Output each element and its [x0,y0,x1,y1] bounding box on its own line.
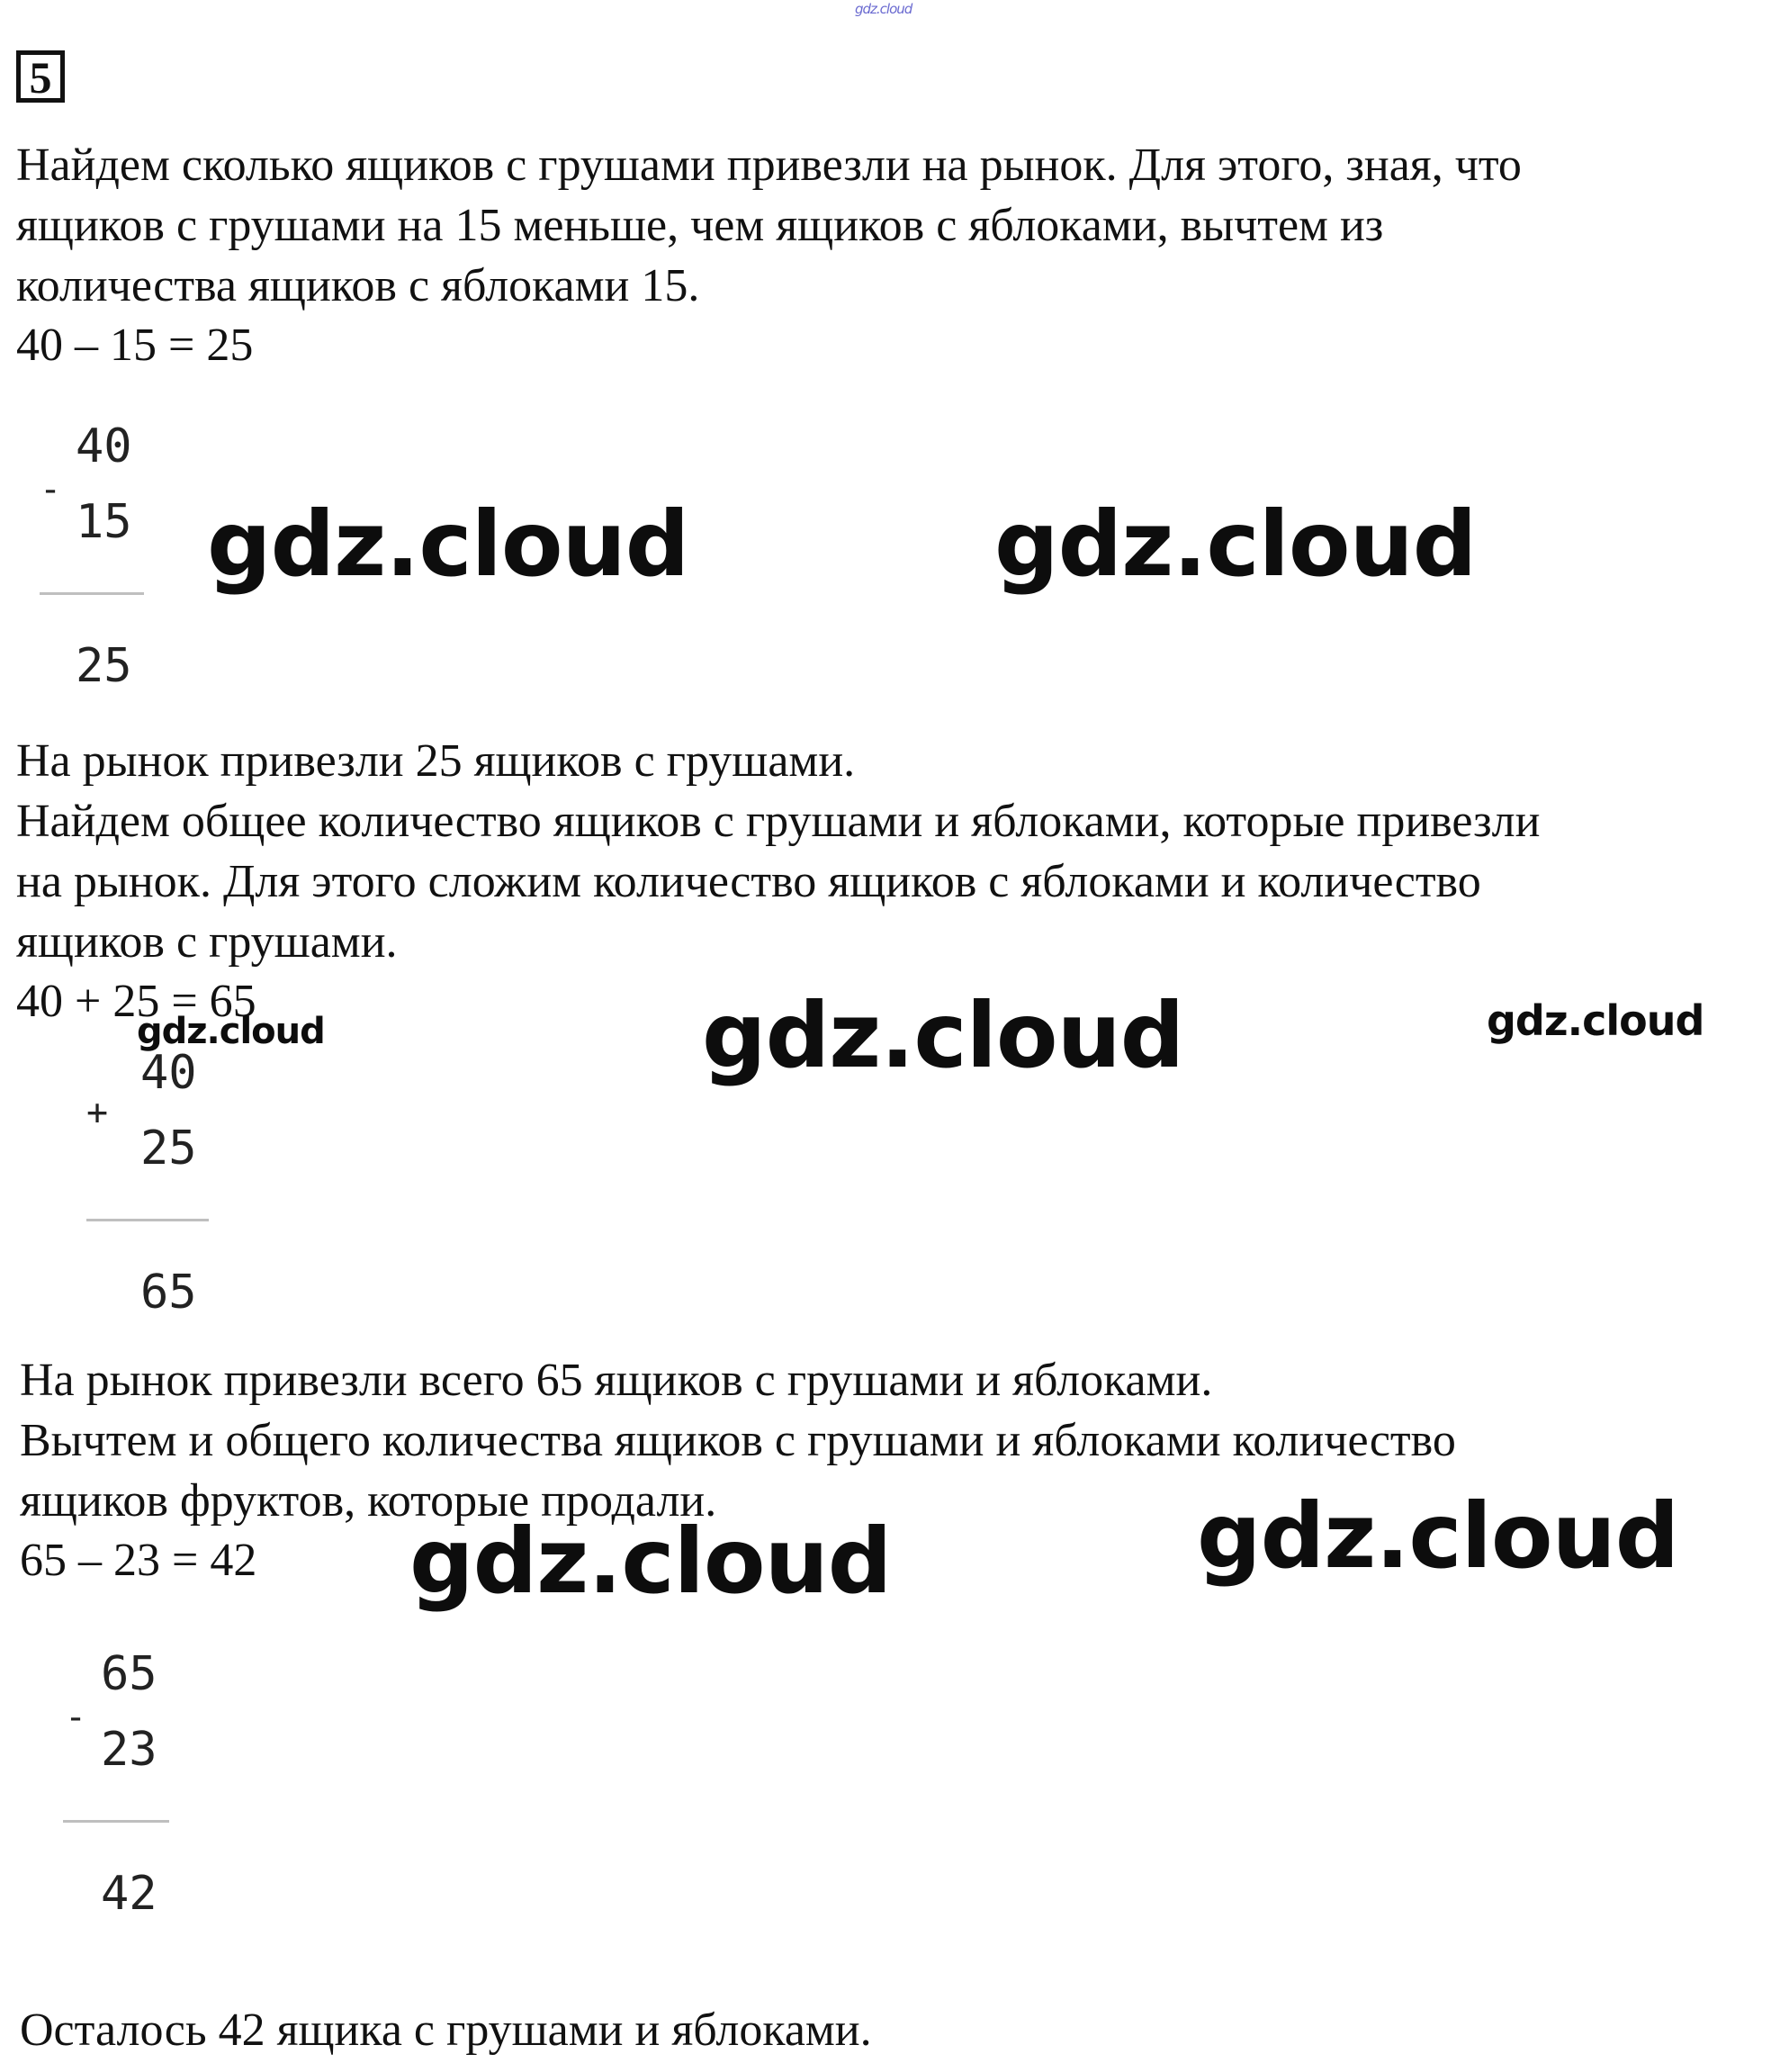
calc1-subtrahend: 15 [76,495,132,549]
paragraph-2-line-2: на рынок. Для этого сложим количество ящиков с яблоками и количество [16,856,1481,907]
header-watermark: gdz.cloud [855,1,912,17]
equation-3: 65 – 23 = 42 [20,1535,257,1586]
paragraph-1-line-2: ящиков с грушами на 15 меньше, чем ящиков с яблоками, вычтем из [16,200,1384,251]
equation-1: 40 – 15 = 25 [16,320,254,371]
calc3-result: 42 [101,1867,157,1921]
calc1-sign: - [40,469,62,510]
result-1: На рынок привезли 25 ящиков с грушами. [16,735,856,787]
paragraph-2-line-1: Найдем общее количество ящиков с грушами и яблоками, которые привезли [16,796,1541,847]
paragraph-1-line-1: Найдем сколько ящиков с грушами привезли на рынок. Для этого, зная, что [16,140,1522,191]
paragraph-2-line-3: ящиков с грушами. [16,916,398,968]
paragraph-3-line-1: Вычтем и общего количества ящиков с грушами и яблоками количество [20,1415,1456,1466]
watermark: gdz.cloud [1197,1483,1679,1589]
watermark: gdz.cloud [207,491,689,597]
task-number-badge: 5 [16,50,65,103]
watermark: gdz.cloud [409,1509,892,1614]
calc2-result: 65 [140,1266,197,1320]
column-subtraction-3 [61,1647,178,1926]
calc2-rule [86,1219,209,1221]
watermark: gdz.cloud [702,983,1184,1088]
calc2-addend-2: 25 [140,1122,197,1176]
column-subtraction-1 [36,419,153,698]
calc1-result: 25 [76,639,132,693]
watermark: gdz.cloud [137,1011,325,1052]
calc2-sign: + [86,1092,109,1133]
column-addition-2 [81,1046,216,1325]
calc3-minuend: 65 [101,1647,157,1701]
paragraph-1-line-3: количества ящиков с яблоками 15. [16,260,700,311]
calc1-minuend: 40 [76,419,132,473]
calc2-addend-1: 40 [140,1046,197,1100]
watermark: gdz.cloud [994,491,1477,597]
calc3-rule [63,1820,169,1823]
paragraph-3-line-2: ящиков фруктов, которые продали. [20,1475,717,1527]
equation-2: 40 + 25 = 65 [16,976,256,1027]
calc1-rule [40,592,144,595]
calc3-sign: - [65,1697,87,1738]
calc3-subtrahend: 23 [101,1723,157,1777]
result-2: На рынок привезли всего 65 ящиков с грушами и яблоками. [20,1355,1213,1406]
final-answer: Осталось 42 ящика с грушами и яблоками. [20,2004,872,2056]
watermark: gdz.cloud [1487,996,1704,1045]
